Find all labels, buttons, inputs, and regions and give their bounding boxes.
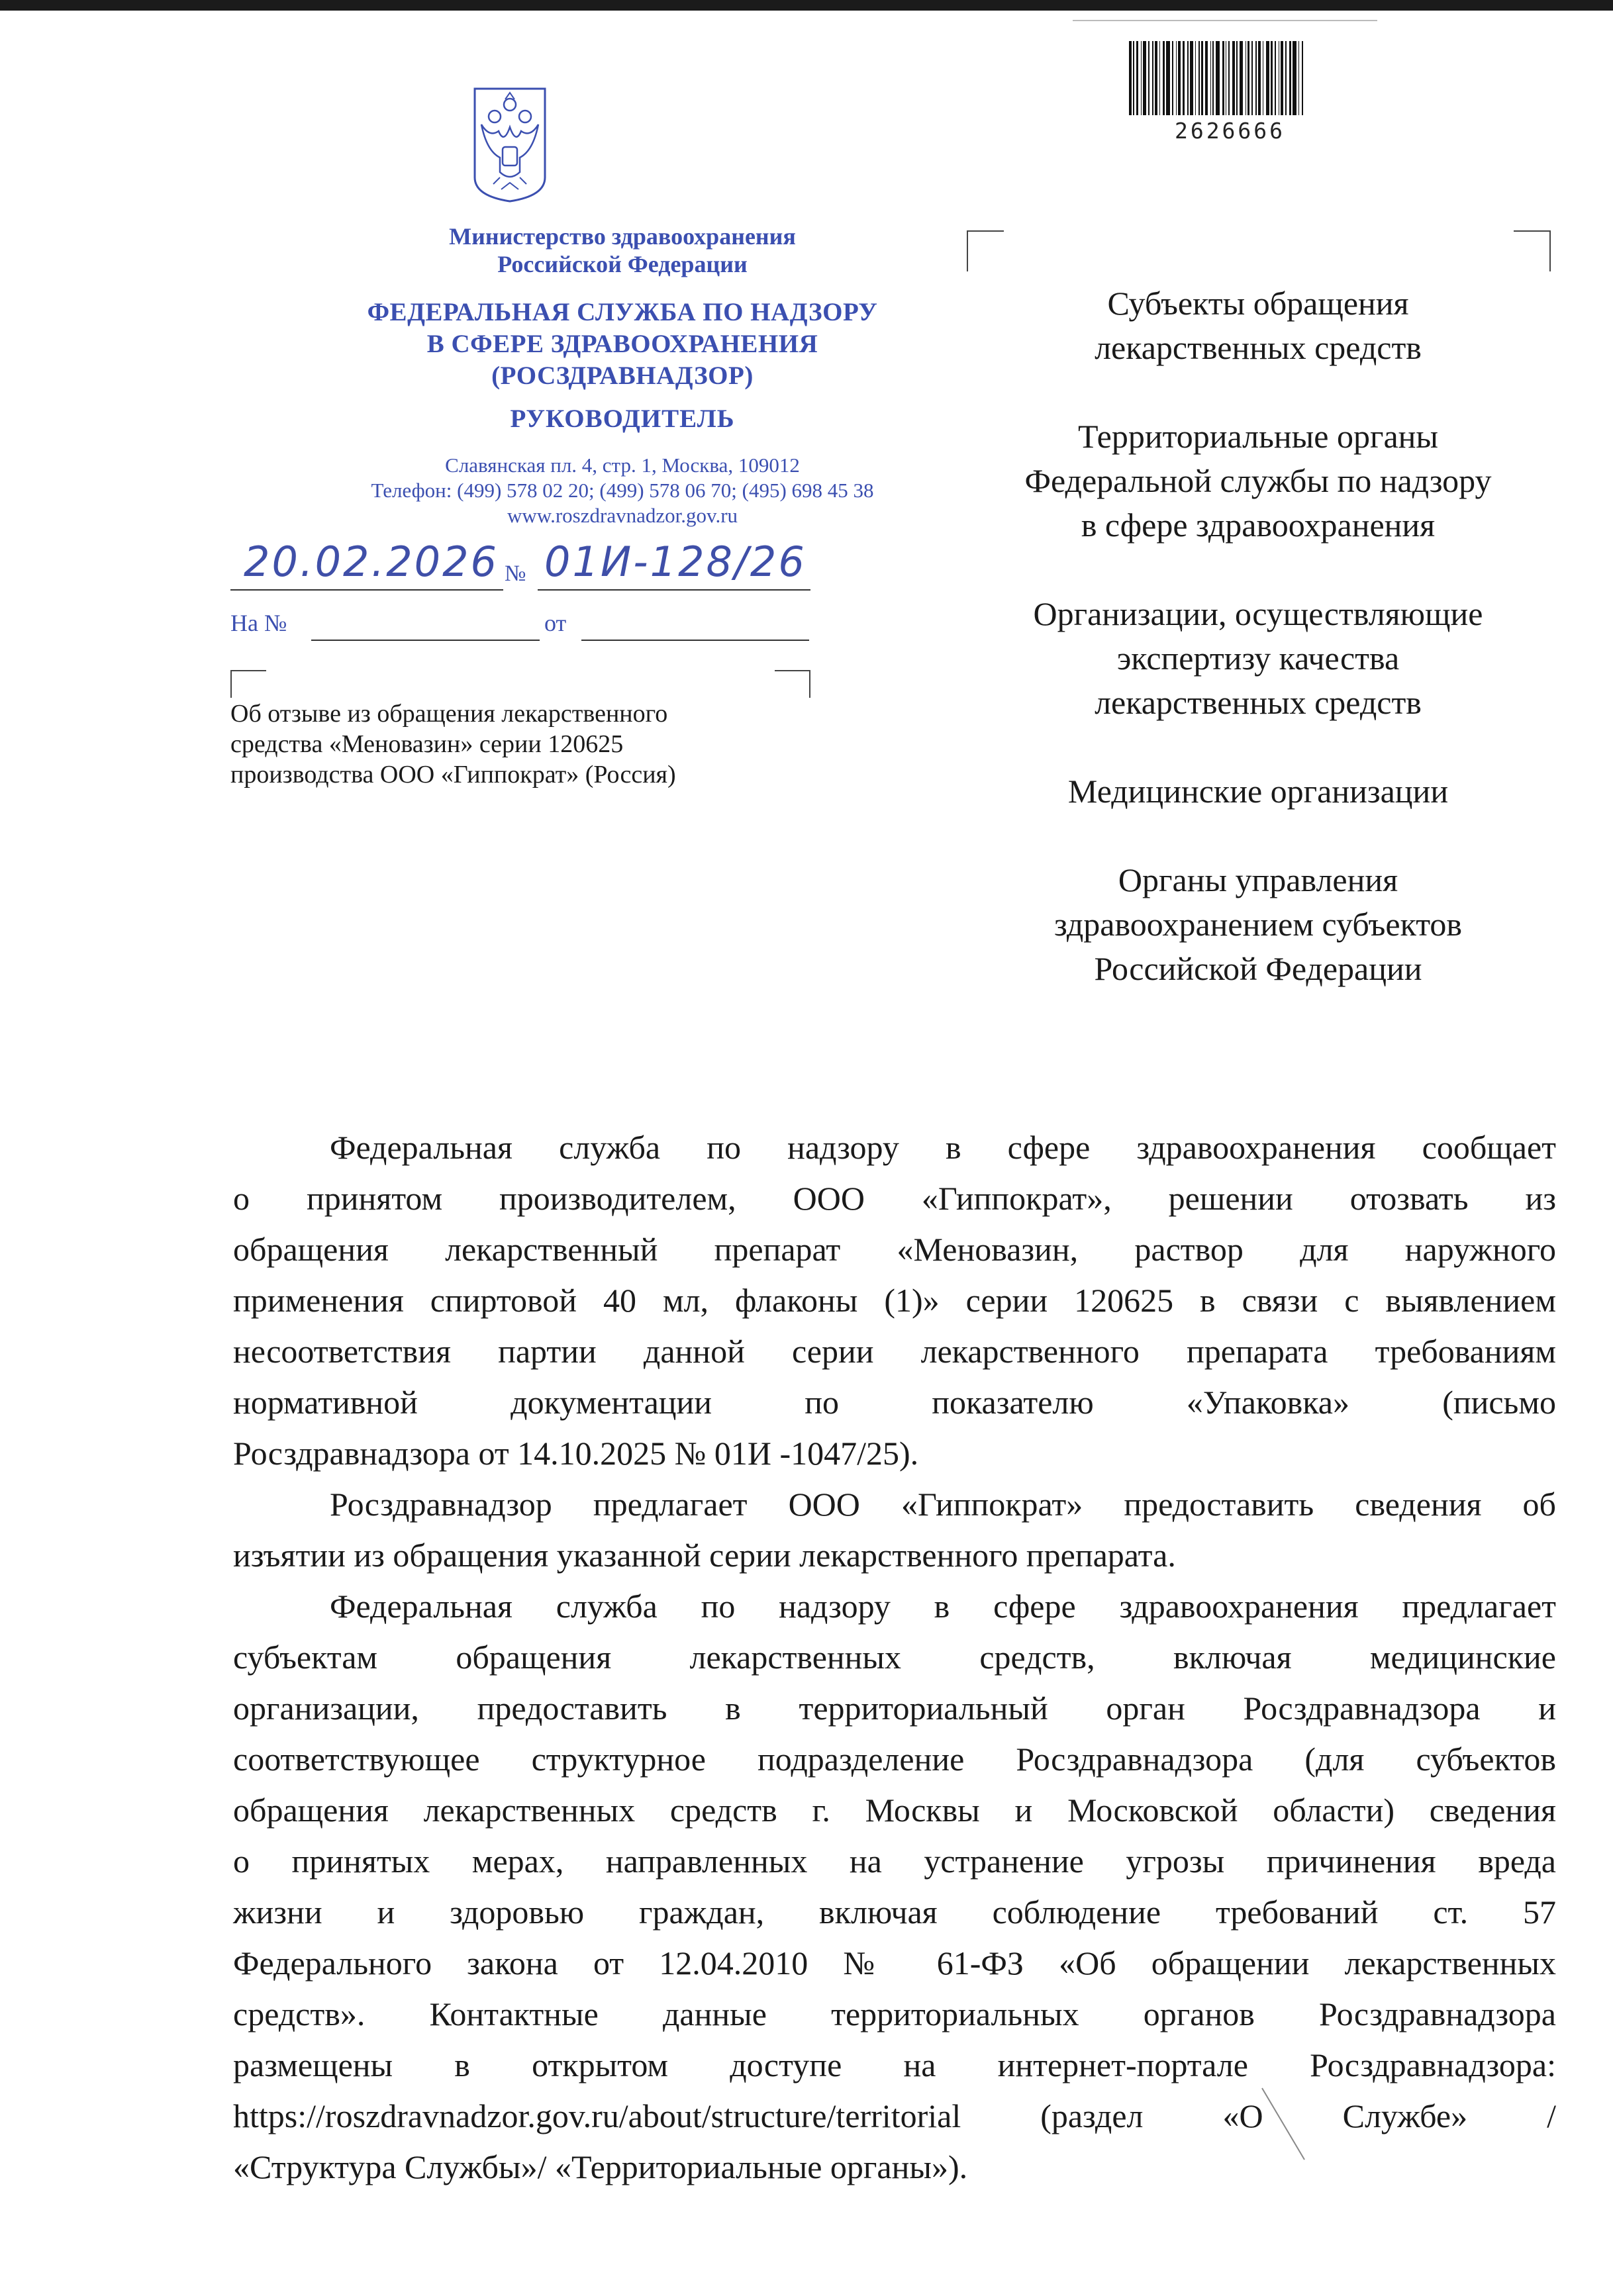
recipient-line: Территориальные органы (1077, 418, 1439, 455)
recipient-line: в сфере здравоохранения (1081, 506, 1436, 544)
barcode-bar (1163, 41, 1165, 115)
barcode-bar (1247, 41, 1249, 115)
barcode-bar (1222, 41, 1224, 115)
body-line: размещены в открытом доступе на интернет-портале Росздравнадзора: (233, 2046, 1556, 2083)
subject-corner-right (775, 670, 810, 698)
registration-number: 01И-128/26 (544, 538, 807, 586)
position-title: РУКОВОДИТЕЛЬ (510, 405, 735, 433)
registration-date: 20.02.2026 (244, 538, 499, 586)
subject-line: средства «Меновазин» серии 120625 (230, 730, 624, 758)
recipient-line: Федеральной службы по надзору (1024, 462, 1492, 499)
barcode-bar (1155, 41, 1157, 115)
barcode-bar (1285, 41, 1287, 115)
barcode-bar (1190, 41, 1193, 115)
barcode-bar (1183, 41, 1185, 115)
ministry-line: Российской Федерации (497, 251, 748, 277)
body-line: соответствующее структурное подразделение Росздравнадзора (для субъектов (233, 1741, 1556, 1778)
ministry-line: Министерство здравоохранения (449, 223, 796, 250)
barcode-bar (1216, 41, 1220, 115)
number-underline (538, 589, 810, 591)
recipient-group (953, 281, 1563, 370)
pen-mark (1258, 2085, 1311, 2165)
website-line: www.roszdravnadzor.gov.ru (507, 504, 738, 527)
recipients-corner-right (1514, 230, 1551, 271)
body-line: субъектам обращения лекарственных средств, включая медицинские (233, 1639, 1556, 1676)
barcode-bar (1141, 41, 1142, 115)
barcode-bar (1136, 41, 1138, 115)
barcode-bar (1201, 41, 1203, 115)
letter-body (233, 1122, 1556, 2193)
barcode-bar (1240, 41, 1243, 115)
barcode-bar (1271, 41, 1273, 115)
barcode-bar (1205, 41, 1208, 115)
body-line: Федеральная служба по надзору в сфере здравоохранения предлагает (330, 1588, 1556, 1625)
body-line: обращения лекарственных средств г. Москвы и Московской области) сведения (233, 1792, 1556, 1829)
body-line: несоответствия партии данной серии лекарственного препарата требованиям (233, 1333, 1556, 1370)
barcode-bar (1228, 41, 1230, 115)
body-line: «Структура Службы»/ «Территориальные органы»). (233, 2148, 968, 2185)
barcode-bar (1255, 41, 1257, 115)
body-line: средств». Контактные данные территориальных органов Росздравнадзора (233, 1995, 1556, 2033)
subject-block (230, 698, 826, 790)
reference-number-label: На № (230, 610, 287, 636)
recipient-group (953, 592, 1563, 725)
recipient-line: Субъекты обращения (1107, 285, 1409, 322)
barcode-bar (1159, 41, 1160, 115)
body-line: организации, предоставить в территориальный орган Росздравнадзора и (233, 1690, 1556, 1727)
body-paragraph (233, 1581, 1556, 2193)
barcode-bar (1258, 41, 1261, 115)
barcode-bar (1172, 41, 1173, 115)
body-line: Росздравнадзора от 14.10.2025 № 01И -1047/25). (233, 1435, 919, 1472)
barcode-bar (1302, 41, 1303, 115)
reference-number-line (311, 640, 540, 641)
recipient-line: лекарственных средств (1095, 684, 1422, 721)
barcode-bar (1236, 41, 1238, 115)
body-line: применения спиртовой 40 мл, флаконы (1)» серии 120625 в связи с выявлением (233, 1282, 1556, 1319)
barcode-bar (1178, 41, 1181, 115)
subject-corner-left (230, 670, 266, 698)
barcode-bar (1148, 41, 1149, 115)
barcode-bar (1210, 41, 1211, 115)
body-line: о принятых мерах, направленных на устранение угрозы причинения вреда (233, 1842, 1556, 1880)
number-sign: № (505, 561, 526, 586)
subject-line: Об отзыве из обращения лекарственного (230, 700, 668, 728)
barcode-number: 2626666 (1174, 118, 1286, 144)
barcode-bar (1232, 41, 1235, 115)
scan-edge-line (1073, 20, 1377, 21)
reference-date-line (581, 640, 809, 641)
recipient-line: Российской Федерации (1094, 950, 1422, 987)
body-paragraph (233, 1479, 1556, 1581)
recipient-group (953, 858, 1563, 991)
body-line: изъятии из обращения указанной серии лекарственного препарата. (233, 1537, 1176, 1574)
barcode-bar (1275, 41, 1276, 115)
recipient-group (953, 769, 1563, 814)
recipient-line: здравоохранением субъектов (1053, 906, 1463, 943)
barcode-bar (1212, 41, 1214, 115)
barcode (1129, 41, 1331, 115)
service-line: В СФЕРЕ ЗДРАВООХРАНЕНИЯ (426, 330, 818, 358)
barcode-bar (1176, 41, 1177, 115)
barcode-bar (1133, 41, 1134, 115)
barcode-bar (1187, 41, 1189, 115)
ministry-name (219, 222, 1026, 278)
barcode-bar (1293, 41, 1296, 115)
recipient-group (953, 414, 1563, 548)
recipients-corner-left (967, 230, 1004, 271)
subject-line: производства ООО «Гиппократ» (Россия) (230, 761, 676, 789)
scan-top-edge (0, 0, 1613, 11)
address-line: Славянская пл. 4, стр. 1, Москва, 109012 (445, 454, 800, 477)
service-name (219, 297, 1026, 392)
barcode-bar (1129, 41, 1132, 115)
url-line: https://roszdravnadzor.gov.ru/about/structure/territorial (раздел «О Службе» / (233, 2097, 1556, 2134)
coat-of-arms-icon (467, 85, 553, 204)
body-paragraph (233, 1122, 1556, 1479)
barcode-bar (1251, 41, 1253, 115)
body-line: нормативной документации по показателю «Упаковка» (письмо (233, 1384, 1556, 1421)
recipient-line: лекарственных средств (1095, 329, 1422, 366)
body-line: Росздравнадзор предлагает ООО «Гиппократ» предоставить сведения об (330, 1486, 1556, 1523)
body-line: обращения лекарственный препарат «Меновазин, раствор для наружного (233, 1231, 1556, 1268)
body-line: Федерального закона от 12.04.2010 № 61-ФЗ «Об обращении лекарственных (233, 1944, 1556, 1982)
recipient-line: Медицинские организации (1067, 773, 1449, 810)
recipient-line: Органы управления (1118, 861, 1398, 898)
barcode-bar (1152, 41, 1153, 115)
address-block (219, 453, 1026, 528)
body-line: жизни и здоровью граждан, включая соблюдение требований ст. 57 (233, 1893, 1556, 1931)
barcode-bar (1143, 41, 1146, 115)
barcode-bar (1266, 41, 1269, 115)
date-underline (230, 589, 503, 591)
body-line: о принятом производителем, ООО «Гиппократ», решении отозвать из (233, 1180, 1556, 1217)
recipient-line: экспертизу качества (1116, 640, 1400, 677)
service-line: (РОСЗДРАВНАДЗОР) (491, 361, 754, 390)
body-line: Федеральная служба по надзору в сфере здравоохранения сообщает (330, 1129, 1556, 1166)
barcode-bar (1298, 41, 1299, 115)
barcode-bar (1195, 41, 1196, 115)
service-line: ФЕДЕРАЛЬНАЯ СЛУЖБА ПО НАДЗОРУ (367, 298, 878, 326)
barcode-bar (1281, 41, 1283, 115)
phone-line: Телефон: (499) 578 02 20; (499) 578 06 70; (495) 698 45 38 (371, 479, 874, 502)
barcode-bar (1166, 41, 1170, 115)
recipients-block (953, 281, 1563, 1035)
reference-date-label: от (544, 610, 567, 636)
barcode-bar (1198, 41, 1200, 115)
recipient-line: Организации, осуществляющие (1033, 595, 1483, 632)
barcode-bar (1289, 41, 1291, 115)
